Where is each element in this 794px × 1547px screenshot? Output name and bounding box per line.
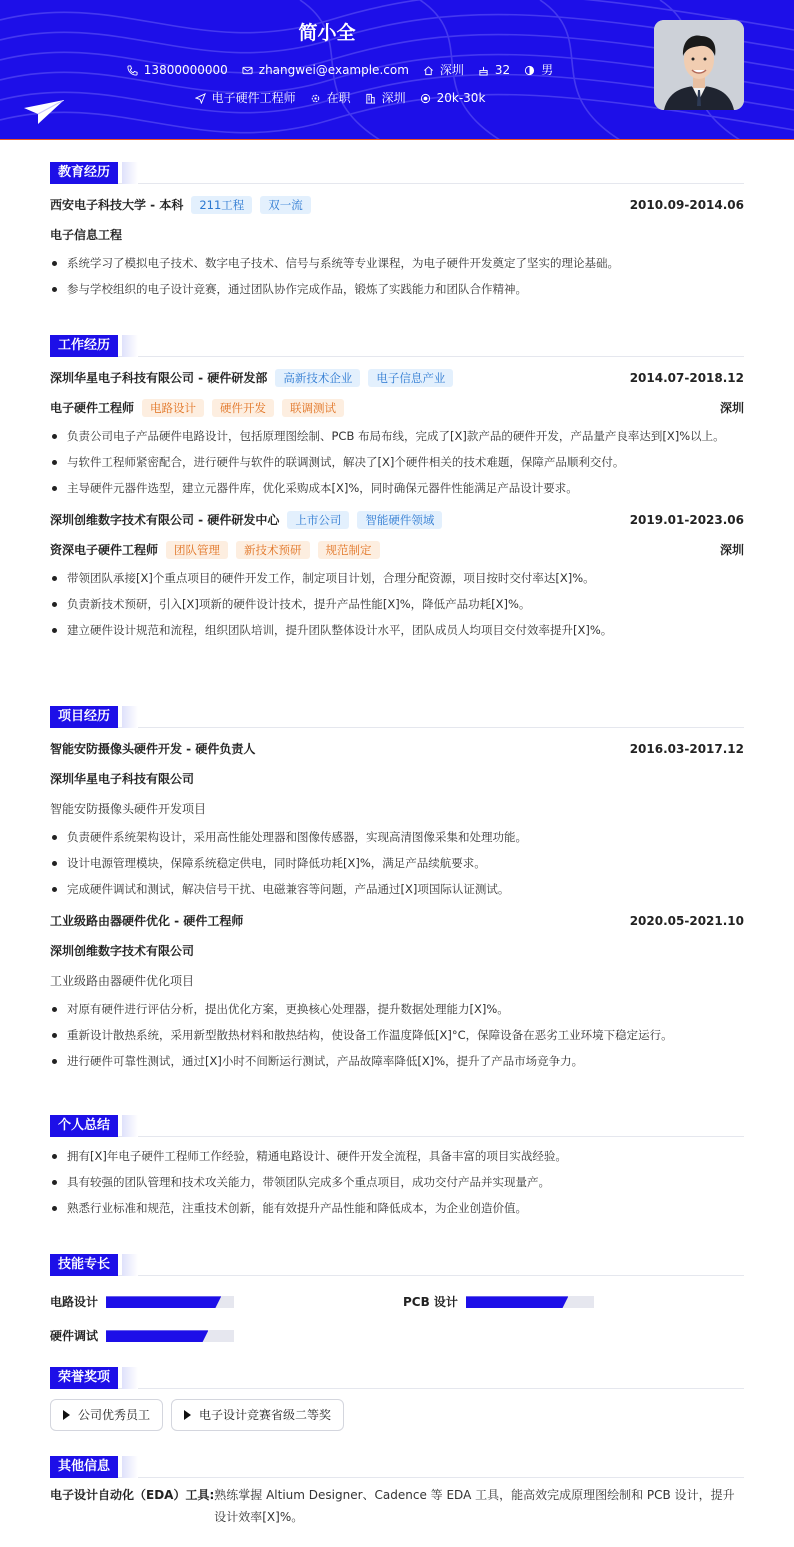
list-item: 负责新技术预研，引入[X]项新的硬件设计技术，提升产品性能[X]%，降低产品功耗[X]%。 bbox=[50, 591, 744, 617]
company-name: 深圳华星电子科技有限公司 - 硬件研发部 bbox=[50, 370, 268, 385]
section-title-education: 教育经历 bbox=[50, 162, 118, 184]
skill-name: 电路设计 bbox=[50, 1295, 99, 1309]
building-icon bbox=[365, 93, 376, 104]
list-item: 带领团队承接[X]个重点项目的硬件开发工作，制定项目计划，合理分配资源，项目按时交付率达[X]%。 bbox=[50, 565, 744, 591]
project-company-row bbox=[50, 936, 744, 966]
company-tag: 电子信息产业 bbox=[368, 369, 453, 387]
work-date: 2019.01-2023.06 bbox=[629, 512, 744, 527]
header-accent-bar bbox=[0, 139, 794, 140]
work-title-row bbox=[50, 535, 744, 565]
section-title-awards: 荣誉奖项 bbox=[50, 1367, 118, 1389]
project-company-row bbox=[50, 764, 744, 794]
contact-row bbox=[0, 62, 680, 79]
list-item: 负责公司电子产品硬件电路设计，包括原理图绘制、PCB 布局布线，完成了[X]款产品的硬件开发，产品量产良率达到[X]%以上。 bbox=[50, 423, 744, 449]
company-tag: 高新技术企业 bbox=[275, 369, 360, 387]
skill-item bbox=[50, 1328, 234, 1345]
project-company: 深圳华星电子科技有限公司 bbox=[50, 771, 195, 786]
skill-bar-fill bbox=[106, 1296, 221, 1308]
education-bullets bbox=[50, 250, 744, 302]
salary-item bbox=[420, 90, 486, 107]
gender-icon bbox=[524, 65, 535, 76]
email-item bbox=[242, 62, 409, 79]
list-item: 完成硬件调试和测试，解决信号干扰、电磁兼容等问题，产品通过[X]项国际认证测试。 bbox=[50, 876, 744, 902]
list-item: 拥有[X]年电子硬件工程师工作经验，精通电路设计、硬件开发全流程，具备丰富的项目实战经验。 bbox=[50, 1143, 744, 1169]
project-date: 2016.03-2017.12 bbox=[629, 741, 744, 756]
position-text: 电子硬件工程师 bbox=[211, 91, 296, 105]
award-name: 电子设计竞赛省级二等奖 bbox=[199, 1407, 332, 1422]
status-item bbox=[310, 90, 351, 107]
home-icon bbox=[423, 65, 434, 76]
education-date: 2010.09-2014.06 bbox=[629, 197, 744, 212]
award-item bbox=[50, 1399, 163, 1431]
status-text: 在职 bbox=[326, 91, 351, 105]
skill-bar bbox=[106, 1296, 234, 1308]
cake-icon bbox=[478, 65, 489, 76]
list-item: 与软件工程师紧密配合，进行硬件与软件的联调测试，解决了[X]个硬件相关的技术难题，保障产品顺利交付。 bbox=[50, 449, 744, 475]
section-header bbox=[50, 1115, 744, 1137]
list-item: 熟悉行业标准和规范，注重技术创新，能有效提升产品性能和降低成本，为企业创造价值。 bbox=[50, 1195, 744, 1221]
skills-section bbox=[50, 1254, 744, 1352]
project-bullets bbox=[50, 996, 744, 1074]
work-bullets bbox=[50, 423, 744, 501]
section-title-tail bbox=[122, 1115, 138, 1137]
work-bullets bbox=[50, 565, 744, 643]
list-item: 系统学习了模拟电子技术、数字电子技术、信号与系统等专业课程，为电子硬件开发奠定了坚实的理论基础。 bbox=[50, 250, 744, 276]
skill-tag: 硬件开发 bbox=[212, 399, 274, 417]
work-title-row bbox=[50, 393, 744, 423]
skill-bar bbox=[466, 1296, 594, 1308]
mail-icon bbox=[242, 65, 253, 76]
section-title-tail bbox=[122, 162, 138, 184]
skill-bar-fill bbox=[106, 1330, 208, 1342]
section-header bbox=[50, 335, 744, 357]
send-icon bbox=[195, 93, 206, 104]
job-title: 资深电子硬件工程师 bbox=[50, 542, 159, 557]
resume-header bbox=[0, 0, 794, 140]
project-row bbox=[50, 906, 744, 936]
project-name: 工业级路由器硬件优化 - 硬件工程师 bbox=[50, 913, 244, 928]
major-row bbox=[50, 220, 744, 250]
section-title-work: 工作经历 bbox=[50, 335, 118, 357]
summary-section bbox=[50, 1115, 744, 1221]
summary-bullets bbox=[50, 1143, 744, 1221]
list-item: 建立硬件设计规范和流程，组织团队培训，提升团队整体设计水平，团队成员人均项目交付效率提升[X]%。 bbox=[50, 617, 744, 643]
other-info-key: 电子设计自动化（EDA）工具: bbox=[50, 1488, 215, 1502]
target-city-text: 深圳 bbox=[381, 91, 406, 105]
skill-name: 硬件调试 bbox=[50, 1329, 99, 1343]
list-item: 参与学校组织的电子设计竞赛，通过团队协作完成作品，锻炼了实践能力和团队合作精神。 bbox=[50, 276, 744, 302]
list-item: 对原有硬件进行评估分析，提出优化方案，更换核心处理器，提升数据处理能力[X]%。 bbox=[50, 996, 744, 1022]
skill-tag: 规范制定 bbox=[318, 541, 380, 559]
phone-text: 13800000000 bbox=[143, 63, 228, 77]
section-title-tail bbox=[122, 1254, 138, 1276]
work-city: 深圳 bbox=[719, 400, 744, 415]
section-header bbox=[50, 162, 744, 184]
gear-icon bbox=[310, 93, 321, 104]
project-company: 深圳创维数字技术有限公司 bbox=[50, 943, 195, 958]
section-title-tail bbox=[122, 335, 138, 357]
awards-section bbox=[50, 1367, 744, 1431]
section-header bbox=[50, 1254, 744, 1276]
award-name: 公司优秀员工 bbox=[78, 1407, 151, 1422]
skill-item bbox=[50, 1294, 234, 1311]
school-tag: 211工程 bbox=[191, 196, 252, 214]
target-city-item bbox=[365, 90, 406, 107]
section-title-summary: 个人总结 bbox=[50, 1115, 118, 1137]
project-description: 工业级路由器硬件优化项目 bbox=[50, 974, 195, 988]
section-title-projects: 项目经历 bbox=[50, 706, 118, 728]
school-tag: 双一流 bbox=[260, 196, 311, 214]
list-item: 具有较强的团队管理和技术攻关能力，带领团队完成多个重点项目，成功交付产品并实现量产。 bbox=[50, 1169, 744, 1195]
section-title-tail bbox=[122, 1367, 138, 1389]
skill-bar-fill bbox=[466, 1296, 568, 1308]
project-description: 智能安防摄像头硬件开发项目 bbox=[50, 802, 207, 816]
section-title-tail bbox=[122, 1456, 138, 1478]
play-triangle-icon bbox=[63, 1410, 70, 1420]
gender-item bbox=[524, 62, 553, 79]
work-date: 2014.07-2018.12 bbox=[629, 370, 744, 385]
candidate-name: 简小全 bbox=[298, 22, 356, 44]
school-name: 西安电子科技大学 - 本科 bbox=[50, 197, 184, 212]
other-section bbox=[50, 1456, 744, 1528]
age-item bbox=[478, 62, 510, 79]
list-item: 设计电源管理模块，保障系统稳定供电，同时降低功耗[X]%，满足产品续航要求。 bbox=[50, 850, 744, 876]
phone-icon bbox=[127, 65, 138, 76]
email-text: zhangwei@example.com bbox=[258, 63, 409, 77]
company-name: 深圳创维数字技术有限公司 - 硬件研发中心 bbox=[50, 512, 280, 527]
work-company-row bbox=[50, 505, 744, 535]
section-title-skills: 技能专长 bbox=[50, 1254, 118, 1276]
section-header bbox=[50, 1456, 744, 1478]
city-text: 深圳 bbox=[439, 63, 464, 77]
work-company-row bbox=[50, 363, 744, 393]
skill-tag: 联调测试 bbox=[282, 399, 344, 417]
avatar bbox=[654, 20, 744, 110]
work-city: 深圳 bbox=[719, 542, 744, 557]
education-row bbox=[50, 190, 744, 220]
age-text: 32 bbox=[494, 63, 511, 77]
skills-list bbox=[50, 1282, 744, 1352]
project-row bbox=[50, 734, 744, 764]
work-section bbox=[50, 335, 744, 643]
project-date: 2020.05-2021.10 bbox=[629, 913, 744, 928]
section-title-tail bbox=[122, 706, 138, 728]
job-intent-row bbox=[0, 90, 680, 107]
play-triangle-icon bbox=[184, 1410, 191, 1420]
city-item bbox=[423, 62, 464, 79]
list-item: 进行硬件可靠性测试，通过[X]小时不间断运行测试，产品故障率降低[X]%，提升了产品市场竞争力。 bbox=[50, 1048, 744, 1074]
other-info-value: 熟练掌握 Altium Designer、Cadence 等 EDA 工具，能高效完成原理图绘制和 PCB 设计，提升设计效率[X]%。 bbox=[214, 1488, 735, 1524]
coin-icon bbox=[420, 93, 431, 104]
skill-tag: 新技术预研 bbox=[236, 541, 310, 559]
position-item bbox=[195, 90, 296, 107]
skill-name: PCB 设计 bbox=[403, 1295, 458, 1309]
avatar-photo bbox=[654, 20, 744, 110]
section-title-other: 其他信息 bbox=[50, 1456, 118, 1478]
project-bullets bbox=[50, 824, 744, 902]
company-tag: 智能硬件领域 bbox=[357, 511, 442, 529]
skill-tag: 团队管理 bbox=[166, 541, 228, 559]
list-item: 负责硬件系统架构设计，采用高性能处理器和图像传感器，实现高清图像采集和处理功能。 bbox=[50, 824, 744, 850]
skill-tag: 电路设计 bbox=[142, 399, 204, 417]
gender-text: 男 bbox=[541, 63, 554, 77]
project-name: 智能安防摄像头硬件开发 - 硬件负责人 bbox=[50, 741, 256, 756]
skill-item bbox=[403, 1294, 594, 1311]
education-section bbox=[50, 162, 744, 302]
other-info-row bbox=[50, 1484, 744, 1528]
list-item: 主导硬件元器件选型，建立元器件库，优化采购成本[X]%，同时确保元器件性能满足产品设计要求。 bbox=[50, 475, 744, 501]
major-name: 电子信息工程 bbox=[50, 227, 123, 242]
awards-list bbox=[50, 1399, 744, 1431]
phone-item bbox=[127, 62, 228, 79]
skill-bar bbox=[106, 1330, 234, 1342]
company-tag: 上市公司 bbox=[287, 511, 349, 529]
projects-section bbox=[50, 706, 744, 1074]
list-item: 重新设计散热系统，采用新型散热材料和散热结构，使设备工作温度降低[X]°C，保障设备在恶劣工业环境下稳定运行。 bbox=[50, 1022, 744, 1048]
section-header bbox=[50, 1367, 744, 1389]
section-header bbox=[50, 706, 744, 728]
salary-text: 20k-30k bbox=[436, 91, 486, 105]
award-item bbox=[171, 1399, 344, 1431]
job-title: 电子硬件工程师 bbox=[50, 400, 135, 415]
paper-plane-icon bbox=[24, 100, 64, 124]
